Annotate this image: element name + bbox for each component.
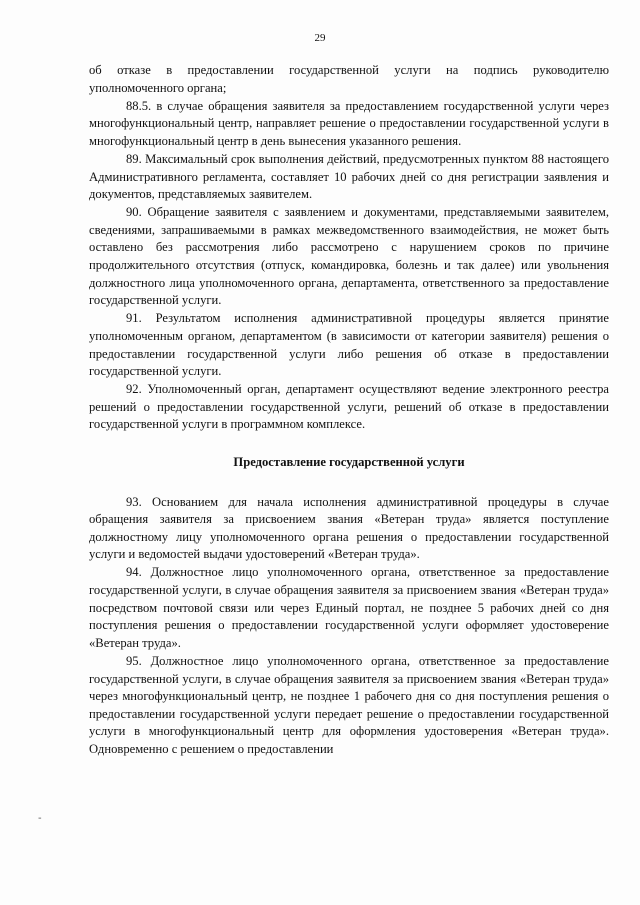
paragraph-91: 91. Результатом исполнения административной процедуры является принятие уполномоченным органом, департаментом (в зависимости от категории заявителя) решения о предоставлении государственной услуги либо решения об отказе в предоставлении государственной услуги. — [89, 311, 609, 379]
paragraph-88-5: 88.5. в случае обращения заявителя за предоставлением государственной услуги через многофункциональный центр, направляет решение о предоставлении государственной услуги в многофункциональный центр в день вынесения указанного решения. — [89, 98, 609, 148]
document-body — [89, 62, 609, 758]
paragraph-88-4-continuation: об отказе в предоставлении государственной услуги на подпись руководителю уполномоченного органа; — [89, 63, 609, 95]
page-number: 29 — [314, 32, 326, 44]
paragraph-92: 92. Уполномоченный орган, департамент осуществляют ведение электронного реестра решений о предоставлении государственной услуги, решений об отказе в предоставлении государственной услуги в программном комплексе. — [89, 382, 609, 432]
paragraph-95: 95. Должностное лицо уполномоченного органа, ответственное за предоставление государственной услуги, в случае обращения заявителя за присвоением звания «Ветеран труда» через многофункциональный центр, не позднее 1 рабочего дня со дня поступления решения о предоставлении государственной услуги передает решение о предоставлении государственной услуги в многофункциональный центр для оформления удостоверения «Ветеран труда». Одновременно с решением о предоставлении — [89, 653, 609, 756]
paragraph-94: 94. Должностное лицо уполномоченного органа, ответственное за предоставление государственной услуги, в случае обращения заявителя за присвоением звания «Ветеран труда» посредством почтовой связи или через Единый портал, не позднее 5 рабочих дней со дня поступления решения о предоставлении государственной услуги оформляет удостоверение «Ветеран труда». — [89, 565, 609, 650]
paragraph-93: 93. Основанием для начала исполнения административной процедуры в случае обращения заявителя за присвоением звания «Ветеран труда» является поступление должностному лицу уполномоченного органа решения о предоставлении государственной услуги и ведомостей выдачи удостоверений «Ветеран труда». — [89, 494, 609, 562]
section-heading: Предоставление государственной услуги — [233, 454, 465, 469]
paragraph-90: 90. Обращение заявителя с заявлением и документами, представляемыми заявителем, сведениями, запрашиваемыми в рамках межведомственного взаимодействия, не может быть оставлено без рассмотрения либо рассмотрено с нарушением сроков по причине продолжительного отсутствия (отпуск, командировка, болезнь и так далее) или увольнения должностного лица уполномоченного органа, департамента, ответственного за предоставление государственной услуги. — [89, 205, 609, 308]
paragraph-89: 89. Максимальный срок выполнения действий, предусмотренных пунктом 88 настоящего Административного регламента, составляет 10 рабочих дней со дня регистрации заявления и документов, представляемых заявителем. — [89, 151, 609, 202]
margin-mark: - — [38, 813, 42, 824]
